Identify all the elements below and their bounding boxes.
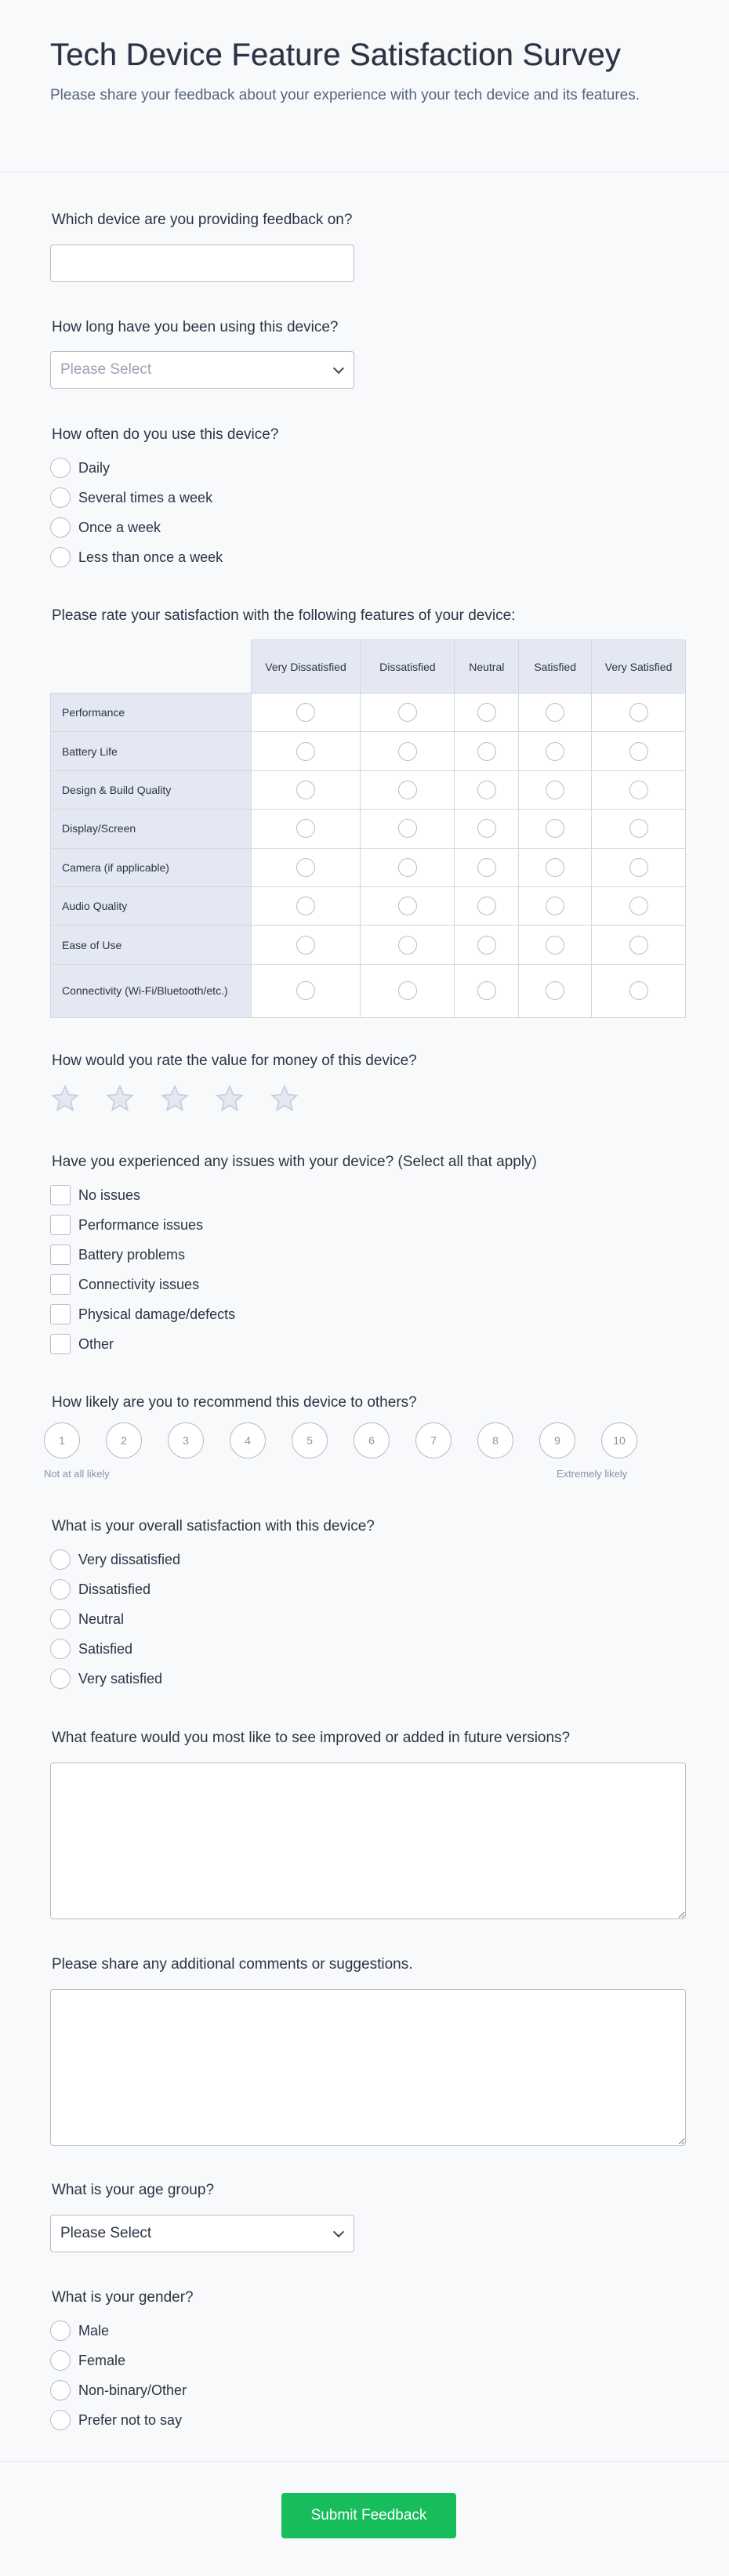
matrix-row [51, 732, 686, 770]
age-select-value: Please Select [60, 2225, 152, 2241]
matrix-radio-button[interactable] [546, 703, 564, 722]
matrix-radio-button[interactable] [398, 703, 417, 722]
question-matrix-label: Please rate your satisfaction with the following features of your device: [52, 607, 516, 624]
radio-button[interactable] [50, 1579, 71, 1600]
matrix-cell [251, 964, 361, 1017]
radio-button[interactable] [50, 547, 71, 567]
option-label: Other [78, 1335, 114, 1352]
nps-option[interactable]: 2 [106, 1422, 142, 1458]
gender-option[interactable] [50, 2350, 125, 2371]
option-label: No issues [78, 1187, 141, 1203]
matrix-row [51, 694, 686, 732]
question-value-label: How would you rate the value for money of this device? [52, 1053, 417, 1069]
checkbox[interactable] [50, 1215, 71, 1235]
matrix-radio-button[interactable] [296, 858, 315, 877]
matrix-radio-button[interactable] [477, 781, 496, 799]
form-footer [0, 2461, 729, 2576]
matrix-cell [361, 926, 455, 964]
matrix-row [51, 964, 686, 1017]
option-label: Daily [78, 459, 111, 476]
matrix-cell [455, 732, 519, 770]
option-label: Male [78, 2322, 110, 2339]
matrix-cell [592, 926, 686, 964]
matrix-cell [361, 732, 455, 770]
matrix-cell [251, 770, 361, 809]
radio-button[interactable] [50, 1549, 71, 1570]
option-label: Very dissatisfied [78, 1551, 181, 1567]
nps-option[interactable]: 6 [354, 1422, 390, 1458]
issues-option[interactable] [50, 1184, 140, 1206]
device-input[interactable] [50, 245, 354, 282]
matrix-cell [592, 732, 686, 770]
matrix-row [51, 926, 686, 964]
matrix-radio-button[interactable] [629, 742, 648, 761]
nps-option[interactable]: 1 [44, 1422, 80, 1458]
matrix-radio-button[interactable] [629, 981, 648, 1000]
matrix-cell [361, 964, 455, 1017]
question-device-label: Which device are you providing feedback on? [52, 212, 353, 228]
matrix-radio-button[interactable] [296, 981, 315, 1000]
radio-button[interactable] [50, 2380, 71, 2400]
matrix-row-label: Display/Screen [51, 810, 252, 848]
option-label: Non-binary/Other [78, 2382, 187, 2398]
matrix-cell [592, 886, 686, 925]
option-label: Dissatisfied [78, 1581, 151, 1597]
matrix-radio-button[interactable] [296, 897, 315, 915]
checkbox[interactable] [50, 1274, 71, 1295]
option-label: Less than once a week [78, 549, 223, 565]
matrix-row-label: Ease of Use [51, 926, 252, 964]
matrix-cell [455, 810, 519, 848]
option-label: Physical damage/defects [78, 1306, 236, 1322]
gender-option[interactable] [50, 2409, 182, 2431]
matrix-cell [251, 848, 361, 886]
matrix-column-header: Very Satisfied [592, 640, 686, 694]
matrix-cell [455, 926, 519, 964]
matrix-cell [251, 810, 361, 848]
matrix-header-row [51, 640, 686, 694]
duration-select-value: Please Select [60, 361, 152, 378]
matrix-cell [519, 848, 592, 886]
matrix-radio-button[interactable] [398, 781, 417, 799]
overall-option[interactable] [50, 1549, 180, 1571]
overall-option[interactable] [50, 1638, 132, 1660]
matrix-cell [251, 694, 361, 732]
nps-option[interactable]: 10 [601, 1422, 637, 1458]
radio-button[interactable] [50, 2321, 71, 2341]
matrix-cell [361, 694, 455, 732]
overall-option[interactable] [50, 1578, 151, 1600]
radio-button[interactable] [50, 487, 71, 508]
matrix-radio-button[interactable] [296, 781, 315, 799]
matrix-cell [361, 810, 455, 848]
option-label: Battery problems [78, 1246, 186, 1263]
checkbox[interactable] [50, 1334, 71, 1354]
duration-select[interactable] [50, 351, 354, 389]
matrix-cell [519, 770, 592, 809]
question-gender-label: What is your gender? [52, 2289, 194, 2306]
option-label: Satisfied [78, 1640, 133, 1657]
matrix-cell [592, 964, 686, 1017]
matrix-radio-button[interactable] [629, 936, 648, 955]
matrix-radio-button[interactable] [398, 897, 417, 915]
matrix-radio-button[interactable] [546, 819, 564, 838]
matrix-radio-button[interactable] [477, 897, 496, 915]
matrix-radio-button[interactable] [477, 981, 496, 1000]
nps-option[interactable]: 8 [477, 1422, 513, 1458]
matrix-radio-button[interactable] [477, 742, 496, 761]
matrix-row-label: Camera (if applicable) [51, 848, 252, 886]
nps-low-label: Not at all likely [44, 1468, 110, 1480]
option-label: Female [78, 2352, 126, 2368]
matrix-cell [519, 886, 592, 925]
matrix-row-label: Design & Build Quality [51, 770, 252, 809]
star-icon[interactable] [105, 1084, 135, 1114]
matrix-corner [51, 640, 252, 694]
matrix-column-header: Neutral [455, 640, 519, 694]
matrix-cell [455, 886, 519, 925]
option-label: Several times a week [78, 489, 213, 505]
comments-textarea[interactable] [50, 1989, 686, 2146]
matrix-cell [519, 694, 592, 732]
option-label: Connectivity issues [78, 1276, 200, 1292]
gender-option[interactable] [50, 2379, 187, 2401]
matrix-cell [592, 770, 686, 809]
matrix-column-header: Satisfied [519, 640, 592, 694]
matrix-radio-button[interactable] [296, 742, 315, 761]
question-overall-label: What is your overall satisfaction with this device? [52, 1518, 375, 1534]
star-icon[interactable] [160, 1084, 190, 1114]
nps-option[interactable]: 7 [415, 1422, 452, 1458]
nps-option[interactable]: 5 [292, 1422, 328, 1458]
nps-option[interactable]: 3 [168, 1422, 204, 1458]
matrix-cell [592, 848, 686, 886]
issues-option[interactable] [50, 1244, 185, 1266]
matrix-cell [592, 694, 686, 732]
matrix-cell [251, 886, 361, 925]
matrix-radio-button[interactable] [546, 858, 564, 877]
matrix-cell [361, 886, 455, 925]
matrix-row [51, 848, 686, 886]
matrix-cell [455, 964, 519, 1017]
star-icon[interactable] [215, 1084, 245, 1114]
frequency-option[interactable] [50, 457, 110, 479]
matrix-cell [361, 848, 455, 886]
matrix-radio-button[interactable] [477, 703, 496, 722]
issues-option[interactable] [50, 1303, 235, 1325]
matrix-radio-button[interactable] [546, 781, 564, 799]
matrix-radio-button[interactable] [398, 981, 417, 1000]
matrix-radio-button[interactable] [629, 819, 648, 838]
issues-option[interactable] [50, 1214, 203, 1236]
option-label: Neutral [78, 1610, 125, 1627]
nps-option[interactable]: 9 [539, 1422, 575, 1458]
question-duration-label: How long have you been using this device? [52, 319, 339, 335]
matrix-radio-button[interactable] [477, 936, 496, 955]
frequency-option[interactable] [50, 487, 212, 509]
option-label: Once a week [78, 519, 161, 535]
radio-button[interactable] [50, 2410, 71, 2430]
radio-button[interactable] [50, 2350, 71, 2371]
matrix-radio-button[interactable] [629, 703, 648, 722]
overall-option[interactable] [50, 1668, 162, 1690]
chevron-down-icon [333, 2226, 344, 2237]
matrix-cell [455, 770, 519, 809]
radio-button[interactable] [50, 517, 71, 538]
option-label: Performance issues [78, 1216, 204, 1233]
matrix-radio-button[interactable] [546, 981, 564, 1000]
star-icon[interactable] [50, 1084, 80, 1114]
matrix-column-header: Dissatisfied [361, 640, 455, 694]
question-frequency-label: How often do you use this device? [52, 426, 279, 443]
matrix-radio-button[interactable] [546, 936, 564, 955]
matrix-radio-button[interactable] [546, 742, 564, 761]
matrix-cell [455, 694, 519, 732]
radio-button[interactable] [50, 458, 71, 478]
matrix-radio-button[interactable] [398, 858, 417, 877]
checkbox[interactable] [50, 1245, 71, 1265]
page-title: Tech Device Feature Satisfaction Survey [50, 38, 622, 72]
form-header [0, 0, 729, 172]
matrix-radio-button[interactable] [398, 936, 417, 955]
issues-option[interactable] [50, 1333, 114, 1355]
matrix-radio-button[interactable] [398, 742, 417, 761]
question-issues-label: Have you experienced any issues with your device? (Select all that apply) [52, 1154, 537, 1170]
question-age-label: What is your age group? [52, 2182, 215, 2198]
option-label: Very satisfied [78, 1670, 163, 1687]
chevron-down-icon [333, 363, 344, 374]
frequency-option[interactable] [50, 546, 223, 568]
matrix-radio-button[interactable] [629, 781, 648, 799]
radio-button[interactable] [50, 1609, 71, 1629]
matrix-cell [361, 770, 455, 809]
matrix-radio-button[interactable] [296, 819, 315, 838]
matrix-cell [455, 848, 519, 886]
matrix-radio-button[interactable] [629, 858, 648, 877]
matrix-row-label: Audio Quality [51, 886, 252, 925]
matrix-column-header: Very Dissatisfied [251, 640, 361, 694]
nps-high-label: Extremely likely [557, 1468, 628, 1480]
overall-option[interactable] [50, 1608, 124, 1630]
matrix-cell [519, 810, 592, 848]
question-recommend-label: How likely are you to recommend this device to others? [52, 1394, 417, 1411]
radio-button[interactable] [50, 1639, 71, 1659]
feature-textarea[interactable] [50, 1763, 686, 1919]
star-icon[interactable] [270, 1084, 299, 1114]
satisfaction-matrix [50, 639, 686, 1018]
matrix-radio-button[interactable] [296, 703, 315, 722]
matrix-row-label: Connectivity (Wi-Fi/Bluetooth/etc.) [51, 964, 252, 1017]
nps-option[interactable]: 4 [230, 1422, 266, 1458]
matrix-cell [251, 926, 361, 964]
submit-button[interactable]: Submit Feedback [281, 2493, 456, 2538]
page-subtitle: Please share your feedback about your experience with your tech device and its features. [50, 87, 640, 103]
frequency-option[interactable] [50, 516, 161, 538]
radio-button[interactable] [50, 1668, 71, 1689]
matrix-radio-button[interactable] [477, 819, 496, 838]
matrix-cell [251, 732, 361, 770]
checkbox[interactable] [50, 1304, 71, 1324]
matrix-radio-button[interactable] [629, 897, 648, 915]
age-select[interactable] [50, 2215, 354, 2252]
matrix-cell [519, 964, 592, 1017]
question-comments-label: Please share any additional comments or suggestions. [52, 1956, 413, 1973]
matrix-row-label: Performance [51, 694, 252, 732]
matrix-radio-button[interactable] [477, 858, 496, 877]
matrix-cell [519, 732, 592, 770]
matrix-row [51, 770, 686, 809]
matrix-row [51, 810, 686, 848]
matrix-row [51, 886, 686, 925]
matrix-radio-button[interactable] [398, 819, 417, 838]
question-feature-label: What feature would you most like to see improved or added in future versions? [52, 1730, 571, 1746]
issues-option[interactable] [50, 1274, 199, 1295]
matrix-cell [592, 810, 686, 848]
matrix-radio-button[interactable] [546, 897, 564, 915]
matrix-radio-button[interactable] [296, 936, 315, 955]
matrix-cell [519, 926, 592, 964]
gender-option[interactable] [50, 2320, 109, 2342]
matrix-row-label: Battery Life [51, 732, 252, 770]
checkbox[interactable] [50, 1185, 71, 1205]
star-rating [50, 1084, 299, 1114]
option-label: Prefer not to say [78, 2411, 183, 2428]
